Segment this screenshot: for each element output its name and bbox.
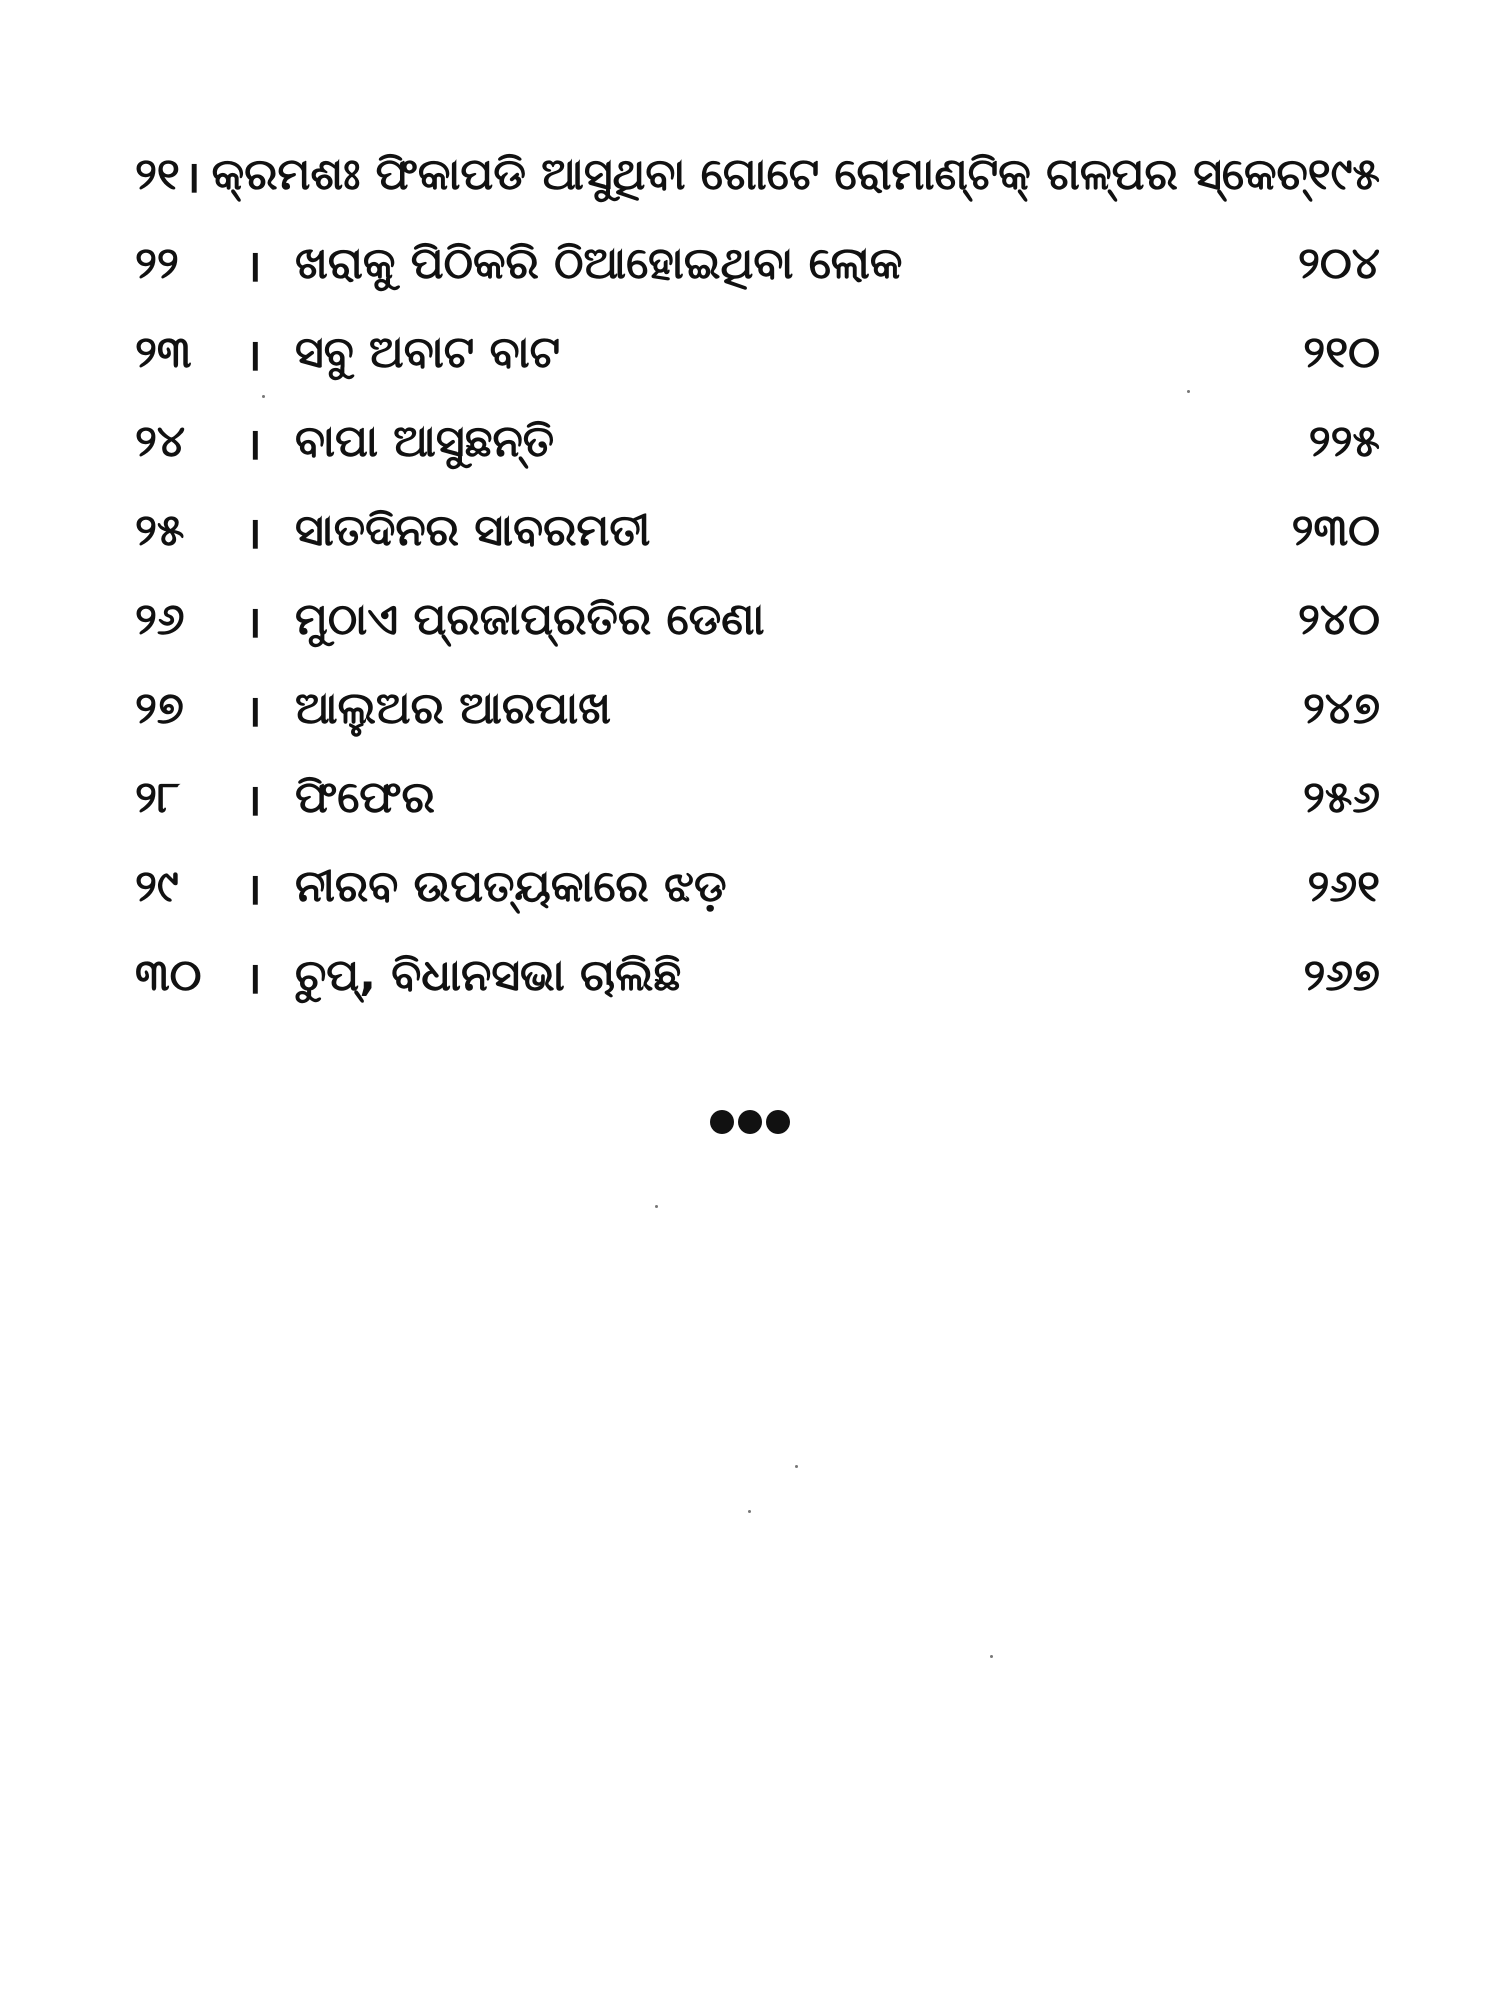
paper-speck — [748, 1510, 751, 1513]
chapter-number: ୨୯ — [135, 861, 179, 912]
table-of-contents — [135, 130, 1380, 1020]
chapter-number: ୨୨ — [135, 238, 179, 289]
chapter-title: ଖରାକୁ ପିଠିକରି ଠିଆହୋଇଥିବା ଲୋକ — [295, 238, 903, 289]
toc-entry — [135, 753, 1380, 842]
chapter-title: ଚୁପ୍, ବିଧାନସଭା ଚାଲିଛି — [295, 950, 682, 1001]
paper-speck — [655, 1205, 658, 1208]
chapter-title: ଫିଫେର — [295, 772, 435, 823]
toc-entry — [135, 664, 1380, 753]
paper-speck — [795, 1465, 798, 1468]
chapter-number: ୨୪ — [135, 416, 186, 467]
chapter-number: ୨୭ — [135, 683, 184, 734]
toc-entry — [135, 219, 1380, 308]
page-number: ୨୬୭ — [1303, 950, 1380, 1001]
page-number: ୨୬୧ — [1307, 861, 1380, 912]
ornament-dot — [738, 1110, 762, 1134]
page-number: ୨୦୪ — [1298, 238, 1380, 289]
paper-speck — [1187, 390, 1190, 393]
page-number: ୨୪୦ — [1298, 594, 1380, 645]
toc-entry — [135, 575, 1380, 664]
chapter-number: ୨୩ — [135, 327, 192, 378]
chapter-title: ସବୁ ଅବାଟ ବାଟ — [295, 327, 561, 378]
page-number: ୨୪୭ — [1302, 683, 1380, 734]
toc-entry — [135, 308, 1380, 397]
chapter-title: ବାପା ଆସୁଛନ୍ତି — [295, 416, 555, 467]
chapter-title: ନୀରବ ଉପତ୍ୟକାରେ ଝଡ଼ — [295, 861, 727, 912]
page-number: ୧୯୫ — [1307, 149, 1380, 200]
danda-separator: । — [245, 863, 262, 915]
danda-separator: । — [245, 507, 262, 559]
page-number: ୨୫୬ — [1303, 772, 1380, 823]
chapter-title: କ୍ରମଶଃ ଫିକାପଡି ଆସୁଥିବା ଗୋଟେ ରୋମାଣ୍ଟିକ୍ ଗଳ୍ପର ସ୍କେଚ୍ — [211, 149, 1308, 200]
paper-speck — [990, 1655, 993, 1658]
page-number: ୨୨୫ — [1308, 416, 1380, 467]
danda-separator: । — [245, 596, 262, 648]
danda-separator: । — [183, 151, 201, 203]
danda-separator: । — [245, 952, 262, 1004]
danda-separator: । — [245, 685, 262, 737]
page-number: ୨୩୦ — [1291, 505, 1380, 556]
ornament-dot — [766, 1110, 790, 1134]
chapter-number: ୨୫ — [135, 505, 185, 556]
chapter-number: ୨୮ — [135, 772, 180, 823]
end-ornament — [710, 1110, 790, 1134]
toc-entry — [135, 397, 1380, 486]
danda-separator: । — [245, 774, 262, 826]
page-number: ୨୧୦ — [1303, 327, 1380, 378]
toc-entry — [135, 486, 1380, 575]
chapter-number: ୩୦ — [135, 950, 202, 1001]
paper-speck — [262, 395, 265, 398]
chapter-title: ସାତଦିନର ସାବରମତୀ — [295, 505, 651, 556]
ornament-dot — [710, 1110, 734, 1134]
danda-separator: । — [245, 418, 262, 470]
toc-entry — [135, 931, 1380, 1020]
toc-entry — [135, 130, 1380, 219]
toc-entry — [135, 842, 1380, 931]
danda-separator: । — [245, 240, 262, 292]
chapter-title: ମୁଠାଏ ପ୍ରଜାପ୍ରତିର ଡେଣା — [295, 594, 765, 645]
chapter-number: ୨୧ — [135, 149, 180, 200]
danda-separator: । — [245, 329, 262, 381]
chapter-title: ଆଲୁଅର ଆରପାଖ — [295, 683, 612, 734]
chapter-number: ୨୬ — [135, 594, 185, 645]
